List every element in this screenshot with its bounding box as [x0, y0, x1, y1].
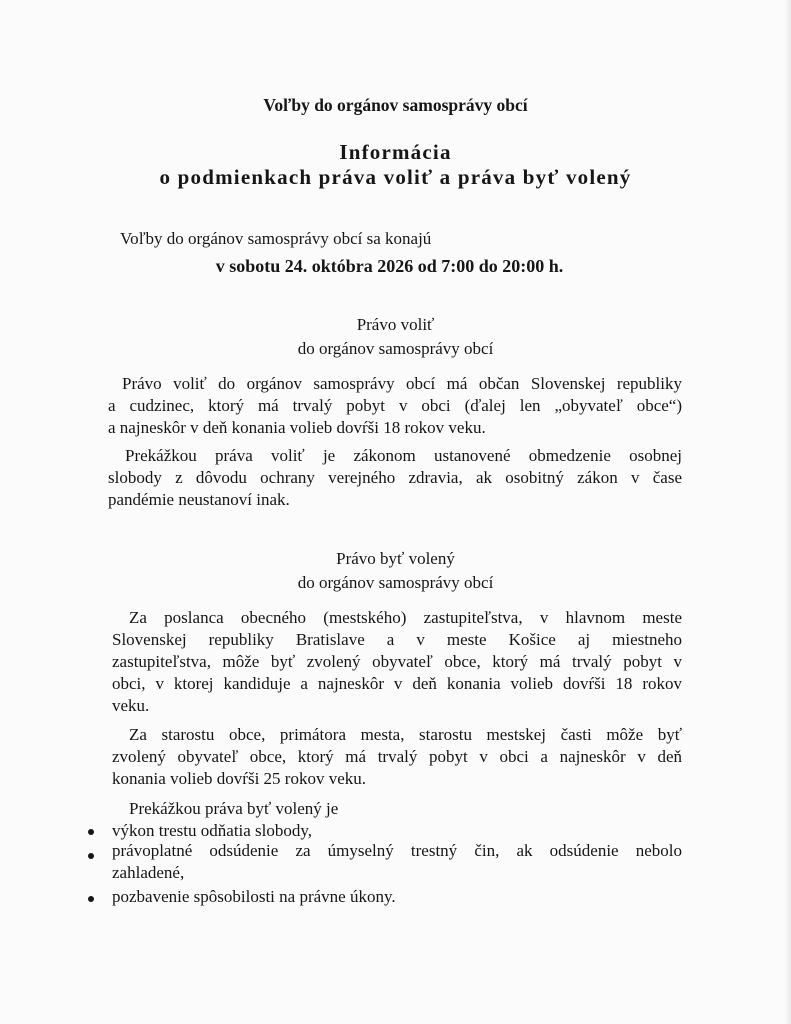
bullet-line: zahladené,	[112, 863, 185, 882]
paragraph-line: a najneskôr v deň konania volieb dovŕši 18 rokov veku.	[108, 418, 486, 437]
bullet-icon	[88, 896, 94, 902]
intro-line: Voľby do orgánov samosprávy obcí sa konajú	[120, 229, 432, 248]
paragraph-line: Za poslanca obecného (mestského) zastupiteľstva, v hlavnom meste	[129, 608, 682, 627]
paragraph-line: zastupiteľstva, môže byť zvolený obyvateľ obce, ktorý má trvalý pobyt v	[112, 652, 682, 671]
paragraph-line: Právo voliť do orgánov samosprávy obcí má občan Slovenskej republiky	[122, 374, 682, 393]
header-title: Voľby do orgánov samosprávy obcí	[263, 95, 528, 115]
paragraph-line: slobody z dôvodu ochrany verejného zdravia, ak osobitný zákon v čase	[108, 468, 682, 487]
section2-paragraph1	[112, 607, 682, 717]
paragraph-line: zvolený obyvateľ obce, ktorý má trvalý pobyt v obci a najneskôr v deň	[112, 747, 682, 766]
paragraph-line: Slovenskej republiky Bratislave a v meste Košice aj miestneho	[112, 630, 682, 649]
paragraph-line: obci, v ktorej kandiduje a najneskôr v deň konania volieb dovŕši 18 rokov	[112, 674, 682, 693]
paragraph-line: konania volieb dovŕši 25 rokov veku.	[112, 769, 367, 788]
section1-paragraph1	[108, 373, 682, 439]
section1-title-line1: Právo voliť	[356, 315, 435, 334]
paragraph-line: Za starostu obce, primátora mesta, starostu mestskej časti môže byť	[129, 725, 682, 744]
bullet-line: právoplatné odsúdenie za úmyselný trestný čin, ak odsúdenie nebolo	[112, 841, 682, 860]
main-title-line1: Informácia	[339, 140, 452, 164]
paragraph-line: a cudzinec, ktorý má trvalý pobyt v obci (ďalej len „obyvateľ obce“)	[108, 396, 682, 415]
paragraph-line: Prekážkou práva voliť je zákonom ustanovené obmedzenie osobnej	[125, 446, 682, 465]
section2-title-line2: do orgánov samosprávy obcí	[297, 573, 494, 592]
election-date: v sobotu 24. októbra 2026 od 7:00 do 20:00 h.	[215, 256, 564, 276]
bullet-icon	[88, 853, 94, 859]
paragraph-line: pandémie neustanoví inak.	[108, 490, 290, 509]
main-title-line2: o podmienkach práva voliť a práva byť volený	[159, 165, 632, 189]
bullet-item: výkon trestu odňatia slobody,	[112, 821, 313, 840]
section1-title-line2: do orgánov samosprávy obcí	[297, 339, 494, 358]
section2-paragraph2	[112, 724, 682, 790]
section2-title-line1: Právo byť volený	[336, 549, 455, 568]
bullet-icon	[88, 829, 94, 835]
paragraph-line: veku.	[112, 696, 150, 715]
bullet-item: pozbavenie spôsobilosti na právne úkony.	[112, 887, 396, 906]
bullet-text	[112, 840, 682, 884]
bullet-item-multiline	[112, 840, 682, 884]
scan-edge	[785, 0, 791, 1024]
section1-paragraph2	[108, 445, 682, 511]
obstacle-intro: Prekážkou práva byť volený je	[129, 799, 339, 818]
